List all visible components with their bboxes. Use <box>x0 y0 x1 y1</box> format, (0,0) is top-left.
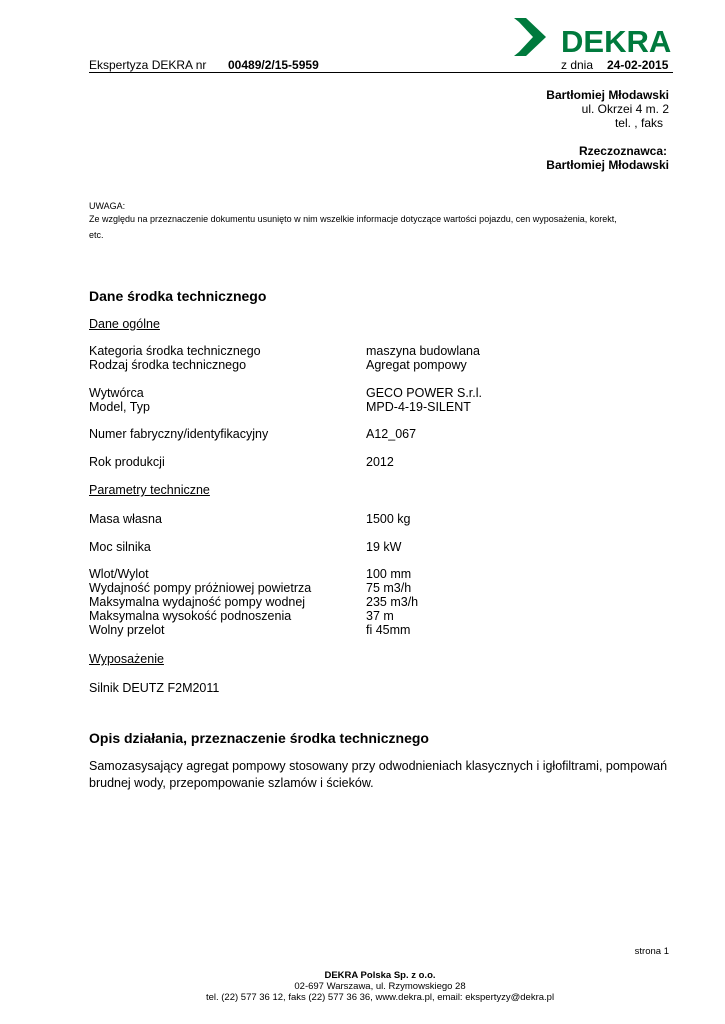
row-value: 19 kW <box>366 540 402 554</box>
notice-title: UWAGA: <box>89 201 126 211</box>
params-heading: Parametry techniczne <box>89 483 210 497</box>
date-label: z dnia <box>561 58 594 72</box>
date-value: 24-02-2015 <box>607 58 669 72</box>
role-name: Bartłomiej Młodawski <box>546 158 669 172</box>
description-line1: Samozasysający agregat pompowy stosowany przy odwodnieniach klasycznych i igłofiltrami, pompowań <box>89 759 668 773</box>
footer-contact: tel. (22) 577 36 12, faks (22) 577 36 36, www.dekra.pl, email: ekspertyzy@dekra.pl <box>205 992 555 1003</box>
row-label: Kategoria środka technicznego <box>89 344 261 358</box>
role-label: Rzeczoznawca: <box>578 144 667 158</box>
header-rule <box>89 72 673 73</box>
row-label: Maksymalna wysokość podnoszenia <box>89 609 292 623</box>
row-label: Maksymalna wydajność pompy wodnej <box>89 595 306 609</box>
dekra-logo <box>513 16 675 62</box>
contact-name: Bartłomiej Młodawski <box>546 88 669 102</box>
row-label: Rodzaj środka technicznego <box>89 358 247 372</box>
row-value: 1500 kg <box>366 512 411 526</box>
row-label: Moc silnika <box>89 540 151 554</box>
row-label: Wolny przelot <box>89 623 165 637</box>
dekra-arrow-icon <box>514 18 546 56</box>
row-label: Wydajność pompy próżniowej powietrza <box>89 581 312 595</box>
footer-company: DEKRA Polska Sp. z o.o. <box>324 970 436 981</box>
row-value: 235 m3/h <box>366 595 419 609</box>
row-value: GECO POWER S.r.l. <box>366 386 482 400</box>
row-value: 100 mm <box>366 567 412 581</box>
row-label: Numer fabryczny/identyfikacyjny <box>89 427 269 441</box>
row-label: Wlot/Wylot <box>89 567 149 581</box>
section-title-asset: Dane środka technicznego <box>89 288 267 304</box>
page-number: strona 1 <box>634 946 669 957</box>
contact-phone: tel. , faks <box>614 116 663 130</box>
row-value: 2012 <box>366 455 394 469</box>
equipment-heading: Wyposażenie <box>89 652 164 666</box>
row-value: Agregat pompowy <box>366 358 467 372</box>
notice-line1: Ze względu na przeznaczenie dokumentu usunięto w nim wszelkie informacje dotyczące wartości pojazdu, cen wyposażenia, korekt, <box>89 214 617 224</box>
logo-text: DEKRA <box>561 24 672 59</box>
row-label: Model, Typ <box>89 400 150 414</box>
expertise-number: 00489/2/15-5959 <box>228 58 319 72</box>
row-value: fi 45mm <box>366 623 411 637</box>
row-value: MPD-4-19-SILENT <box>366 400 471 414</box>
expertise-label: Ekspertyza DEKRA nr <box>89 58 207 72</box>
equipment-item: Silnik DEUTZ F2M2011 <box>89 681 220 695</box>
row-value: 75 m3/h <box>366 581 412 595</box>
general-heading: Dane ogólne <box>89 317 160 331</box>
row-label: Rok produkcji <box>89 455 165 469</box>
contact-street: ul. Okrzei 4 m. 2 <box>581 102 669 116</box>
footer-address: 02-697 Warszawa, ul. Rzymowskiego 28 <box>294 981 466 992</box>
row-label: Masa własna <box>89 512 162 526</box>
row-value: 37 m <box>366 609 394 623</box>
notice-line2: etc. <box>89 230 104 240</box>
description-line2: brudnej wody, przepompowanie szlamów i ścieków. <box>89 776 374 790</box>
row-value: A12_067 <box>366 427 417 441</box>
row-value: maszyna budowlana <box>366 344 480 358</box>
section-title-description: Opis działania, przeznaczenie środka technicznego <box>89 730 429 746</box>
row-label: Wytwórca <box>89 386 144 400</box>
